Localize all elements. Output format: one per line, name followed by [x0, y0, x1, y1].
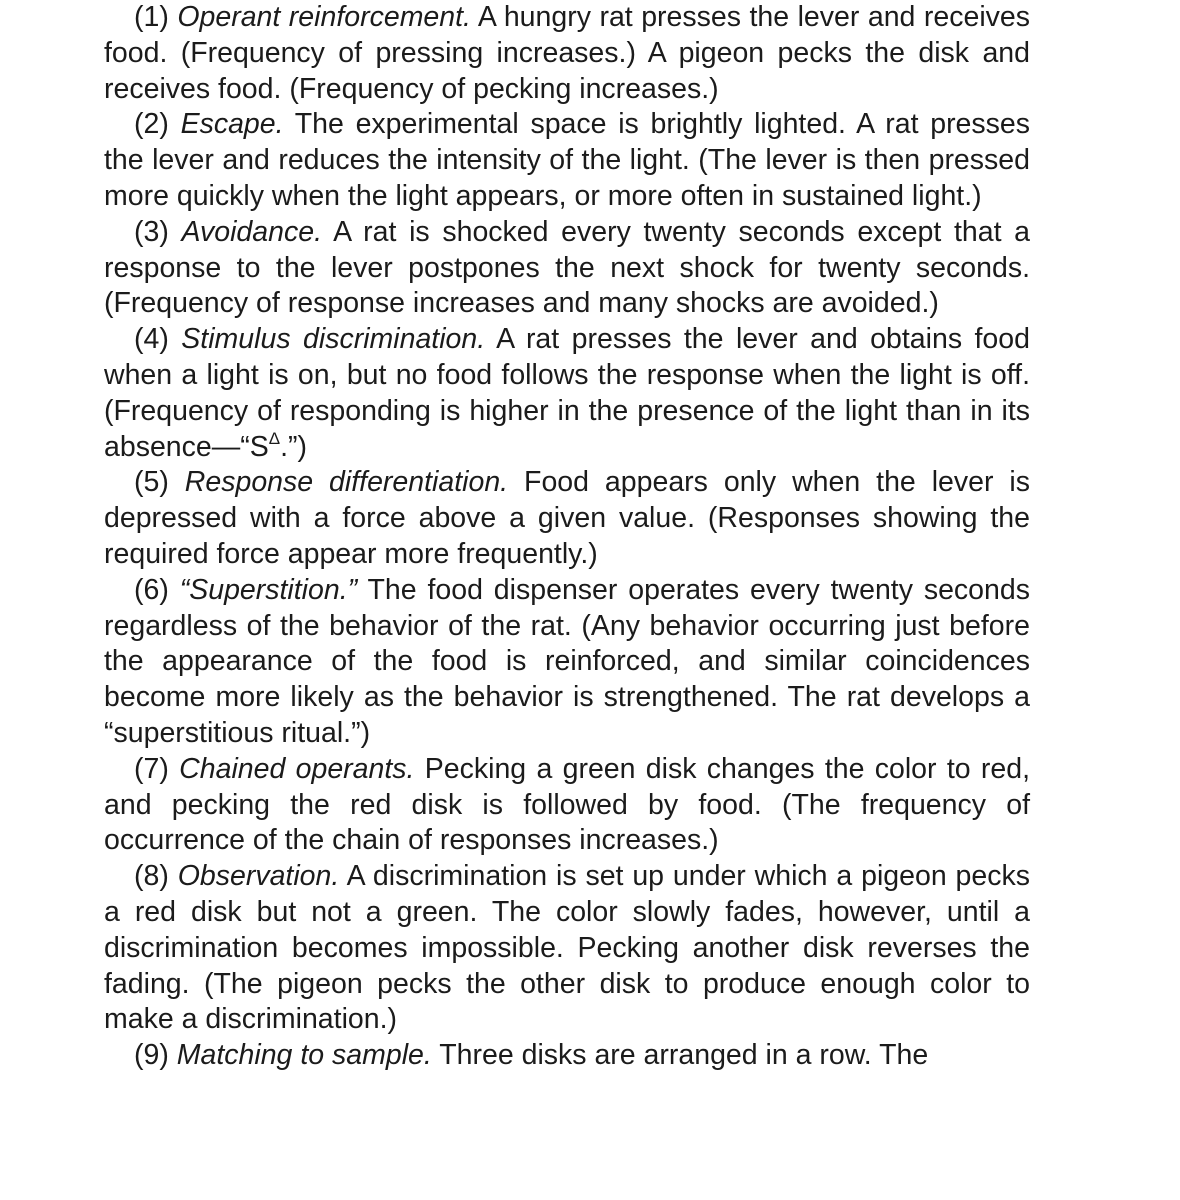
paragraph-text: Three disks are arranged in a row. The	[439, 1039, 929, 1072]
paragraph-term: Escape.	[180, 108, 284, 141]
paragraph-term: Operant reinforcement.	[177, 1, 471, 33]
paragraph-term: Avoidance.	[181, 215, 322, 248]
paragraph-text: A rat presses the lever and obtains food when a light is on, but no food follows the response when the light is off. (Frequency of responding is higher in the presence of the light than in its absence—“S	[104, 323, 1030, 463]
paragraph-text: A hungry rat presses the lever and receives food. (Frequency of pressing increases.) A pigeon pecks the disk and receives food. (Frequency of pecking increases.)	[104, 1, 1031, 105]
paragraph-observation	[104, 859, 1030, 1038]
paragraph-escape	[104, 107, 1030, 214]
paragraph-avoidance	[104, 215, 1030, 322]
paragraph-text: Pecking a green disk changes the color to red, and pecking the red disk is followed by food. (The frequency of occurrence of the chain of responses increases.)	[104, 752, 1031, 857]
paragraph-text: A rat is shocked every twenty seconds except that a response to the lever postpones the next shock for twenty seconds. (Frequency of response increases and many shocks are avoided.)	[104, 215, 1030, 320]
paragraph-number: (1)	[134, 1, 169, 33]
paragraph-stimulus-discrimination	[104, 322, 1030, 465]
paragraph-term: Matching to sample.	[176, 1039, 432, 1072]
paragraph-number: (3)	[134, 215, 169, 248]
paragraph-term: Observation.	[177, 860, 340, 893]
paragraph-term: “Superstition.”	[179, 573, 358, 606]
paragraph-number: (9)	[134, 1039, 169, 1072]
paragraph-operant-reinforcement	[104, 0, 1030, 107]
paragraph-matching-to-sample	[104, 1038, 1030, 1074]
paragraph-term: Chained operants.	[179, 752, 415, 785]
paragraph-text: Food appears only when the lever is depressed with a force above a given value. (Responses showing the required force appear more frequently.)	[104, 466, 1030, 570]
paragraph-response-differentiation	[104, 465, 1030, 572]
paragraph-number: (6)	[134, 573, 169, 606]
paragraph-text: A discrimination is set up under which a pigeon pecks a red disk but not a green. The color slowly fades, however, until a discrimination becomes impossible. Pecking another disk reverses the fading. (The pigeon pecks the other disk to produce enough color to make a discrimination.)	[104, 860, 1030, 1036]
paragraph-number: (7)	[134, 752, 169, 785]
paragraph-term: Response differentiation.	[184, 466, 509, 499]
paragraph-text: The experimental space is brightly lighted. A rat presses the lever and reduces the intensity of the light. (The lever is then pressed more quickly when the light appears, or more often in sustained light.)	[104, 108, 1031, 212]
document-page	[104, 0, 1030, 1074]
paragraph-term: Stimulus discrimination.	[181, 323, 486, 356]
paragraph-number: (8)	[134, 860, 169, 893]
paragraph-number: (5)	[134, 466, 169, 499]
paragraph-text: The food dispenser operates every twenty seconds regardless of the behavior of the rat. (Any behavior occurring just before the appearance of the food is reinforced, and similar coincidences become more likely as the behavior is strengthened. The rat develops a “superstitious ritual.”)	[104, 573, 1030, 749]
paragraph-number: (4)	[134, 323, 169, 356]
paragraph-text-after: .”)	[280, 430, 308, 463]
paragraph-superstition	[104, 573, 1030, 752]
paragraph-number: (2)	[134, 108, 169, 141]
paragraph-chained-operants	[104, 752, 1030, 859]
s-delta-superscript: Δ	[268, 428, 281, 448]
